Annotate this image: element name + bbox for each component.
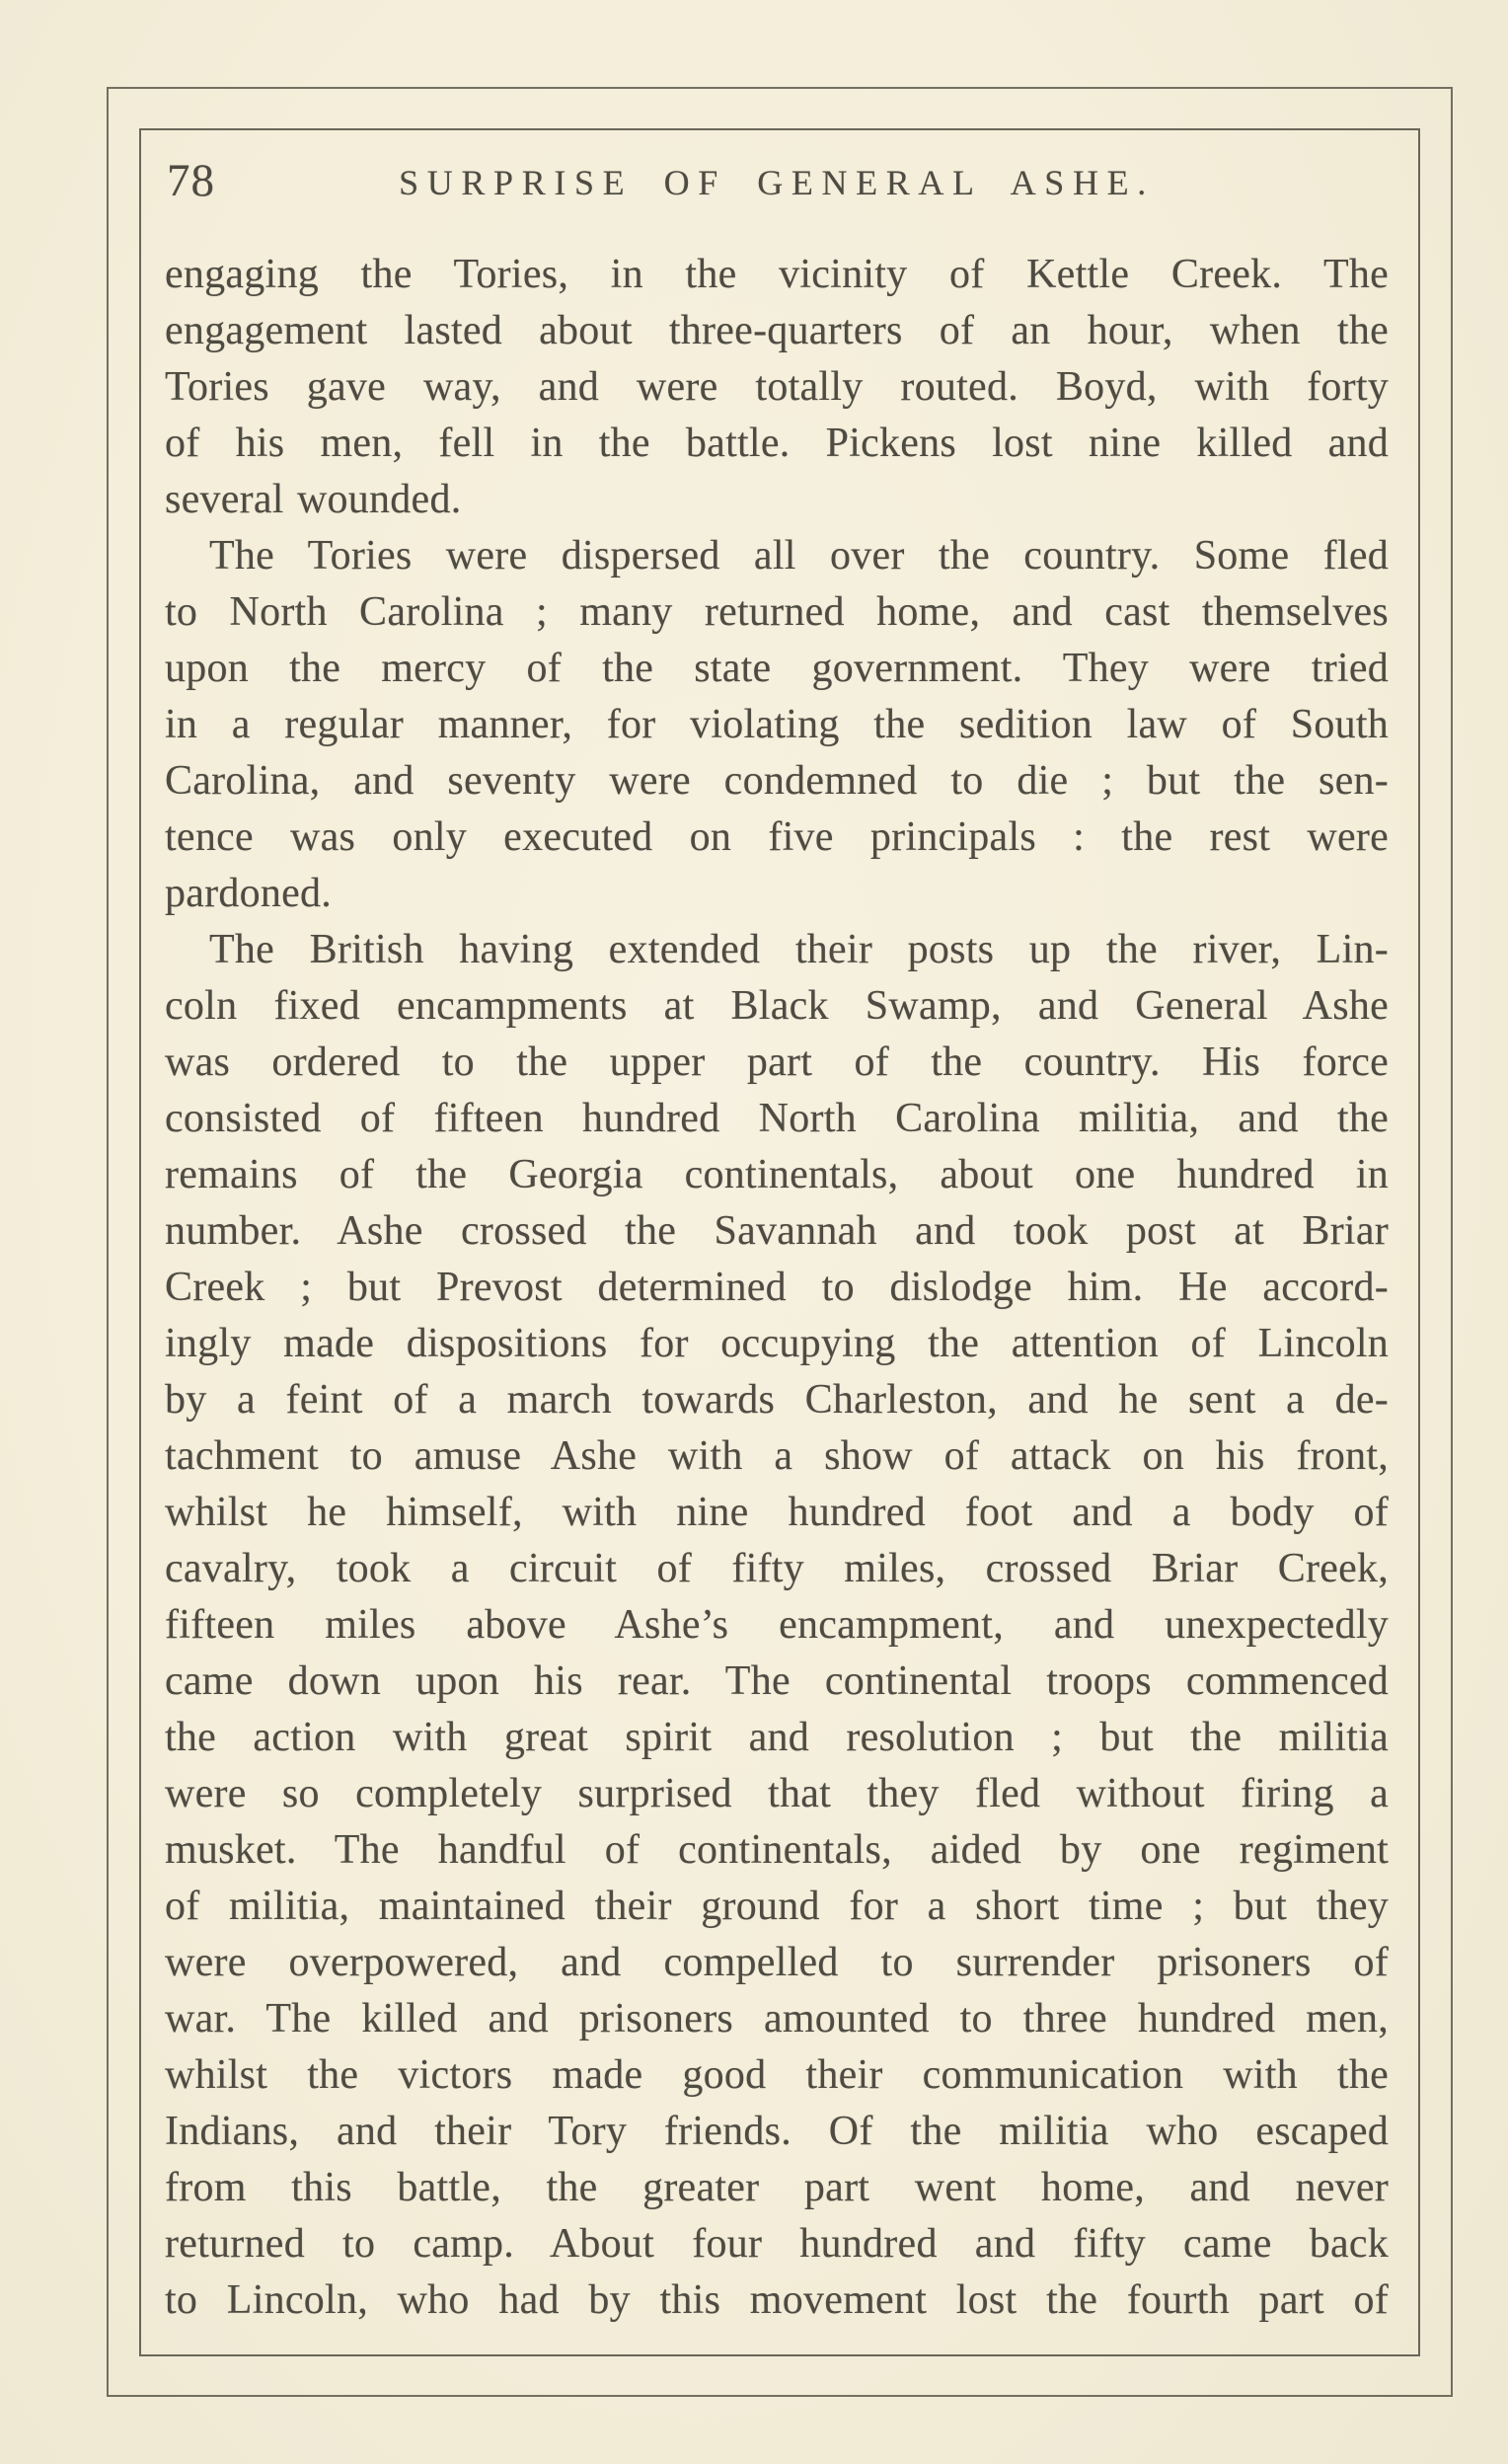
text-line: Tories gave way, and were totally routed. Boyd, with forty — [165, 364, 1389, 410]
text-line: tence was only executed on five principals : the rest were — [165, 814, 1389, 860]
text-line: of his men, fell in the battle. Pickens lost nine killed and — [165, 421, 1389, 466]
text-line: were overpowered, and compelled to surrender prisoners of — [165, 1940, 1389, 1985]
text-line: several wounded. — [165, 477, 462, 522]
text-line: returned to camp. About four hundred and fifty came back — [165, 2221, 1389, 2267]
text-line: engaging the Tories, in the vicinity of Kettle Creek. The — [165, 252, 1389, 297]
text-line: Creek ; but Prevost determined to dislodge him. He accord- — [165, 1265, 1389, 1310]
text-line: number. Ashe crossed the Savannah and took post at Briar — [165, 1208, 1389, 1254]
text-line: to North Carolina ; many returned home, and cast themselves — [165, 589, 1389, 635]
text-line: consisted of fifteen hundred North Carolina militia, and the — [165, 1096, 1389, 1141]
text-line: The British having extended their posts up the river, Lin- — [209, 927, 1389, 972]
text-line: war. The killed and prisoners amounted to three hundred men, — [165, 1996, 1389, 2041]
text-line: Carolina, and seventy were condemned to die ; but the sen- — [165, 758, 1389, 804]
text-line: in a regular manner, for violating the sedition law of South — [165, 702, 1389, 747]
text-line: remains of the Georgia continentals, about one hundred in — [165, 1152, 1389, 1197]
text-line: came down upon his rear. The continental troops commenced — [165, 1658, 1389, 1704]
text-line: musket. The handful of continentals, aided by one regiment — [165, 1827, 1389, 1873]
page-number: 78 — [167, 155, 215, 206]
text-line: ingly made dispositions for occupying the attention of Lincoln — [165, 1321, 1389, 1366]
text-line: engagement lasted about three-quarters of an hour, when the — [165, 308, 1389, 353]
outer-border — [107, 87, 1453, 2397]
text-line: were so completely surprised that they fled without firing a — [165, 1771, 1389, 1816]
text-line: pardoned. — [165, 871, 333, 916]
text-line: whilst the victors made good their communication with the — [165, 2052, 1389, 2098]
text-line: of militia, maintained their ground for a short time ; but they — [165, 1884, 1389, 1929]
text-line: The Tories were dispersed all over the country. Some fled — [209, 533, 1389, 578]
text-line: coln fixed encampments at Black Swamp, and General Ashe — [165, 983, 1389, 1029]
text-line: Indians, and their Tory friends. Of the militia who escaped — [165, 2109, 1389, 2154]
text-line: whilst he himself, with nine hundred foot and a body of — [165, 1490, 1389, 1535]
text-line: by a feint of a march towards Charleston, and he sent a de- — [165, 1377, 1389, 1423]
page-body-text — [165, 247, 1389, 2329]
text-line: to Lincoln, who had by this movement lost the fourth part of — [165, 2277, 1389, 2323]
text-line: was ordered to the upper part of the country. His force — [165, 1040, 1389, 1085]
text-line: tachment to amuse Ashe with a show of attack on his front, — [165, 1433, 1389, 1479]
text-line: upon the mercy of the state government. They were tried — [165, 646, 1389, 691]
inner-border — [139, 128, 1420, 2356]
page-header — [165, 155, 1389, 221]
text-line: from this battle, the greater part went home, and never — [165, 2165, 1389, 2210]
text-line: fifteen miles above Ashe’s encampment, and unexpectedly — [165, 1602, 1389, 1648]
text-line: cavalry, took a circuit of fifty miles, crossed Briar Creek, — [165, 1546, 1389, 1591]
text-line: the action with great spirit and resolution ; but the militia — [165, 1715, 1389, 1760]
running-header: SURPRISE OF GENERAL ASHE. — [399, 163, 1155, 202]
